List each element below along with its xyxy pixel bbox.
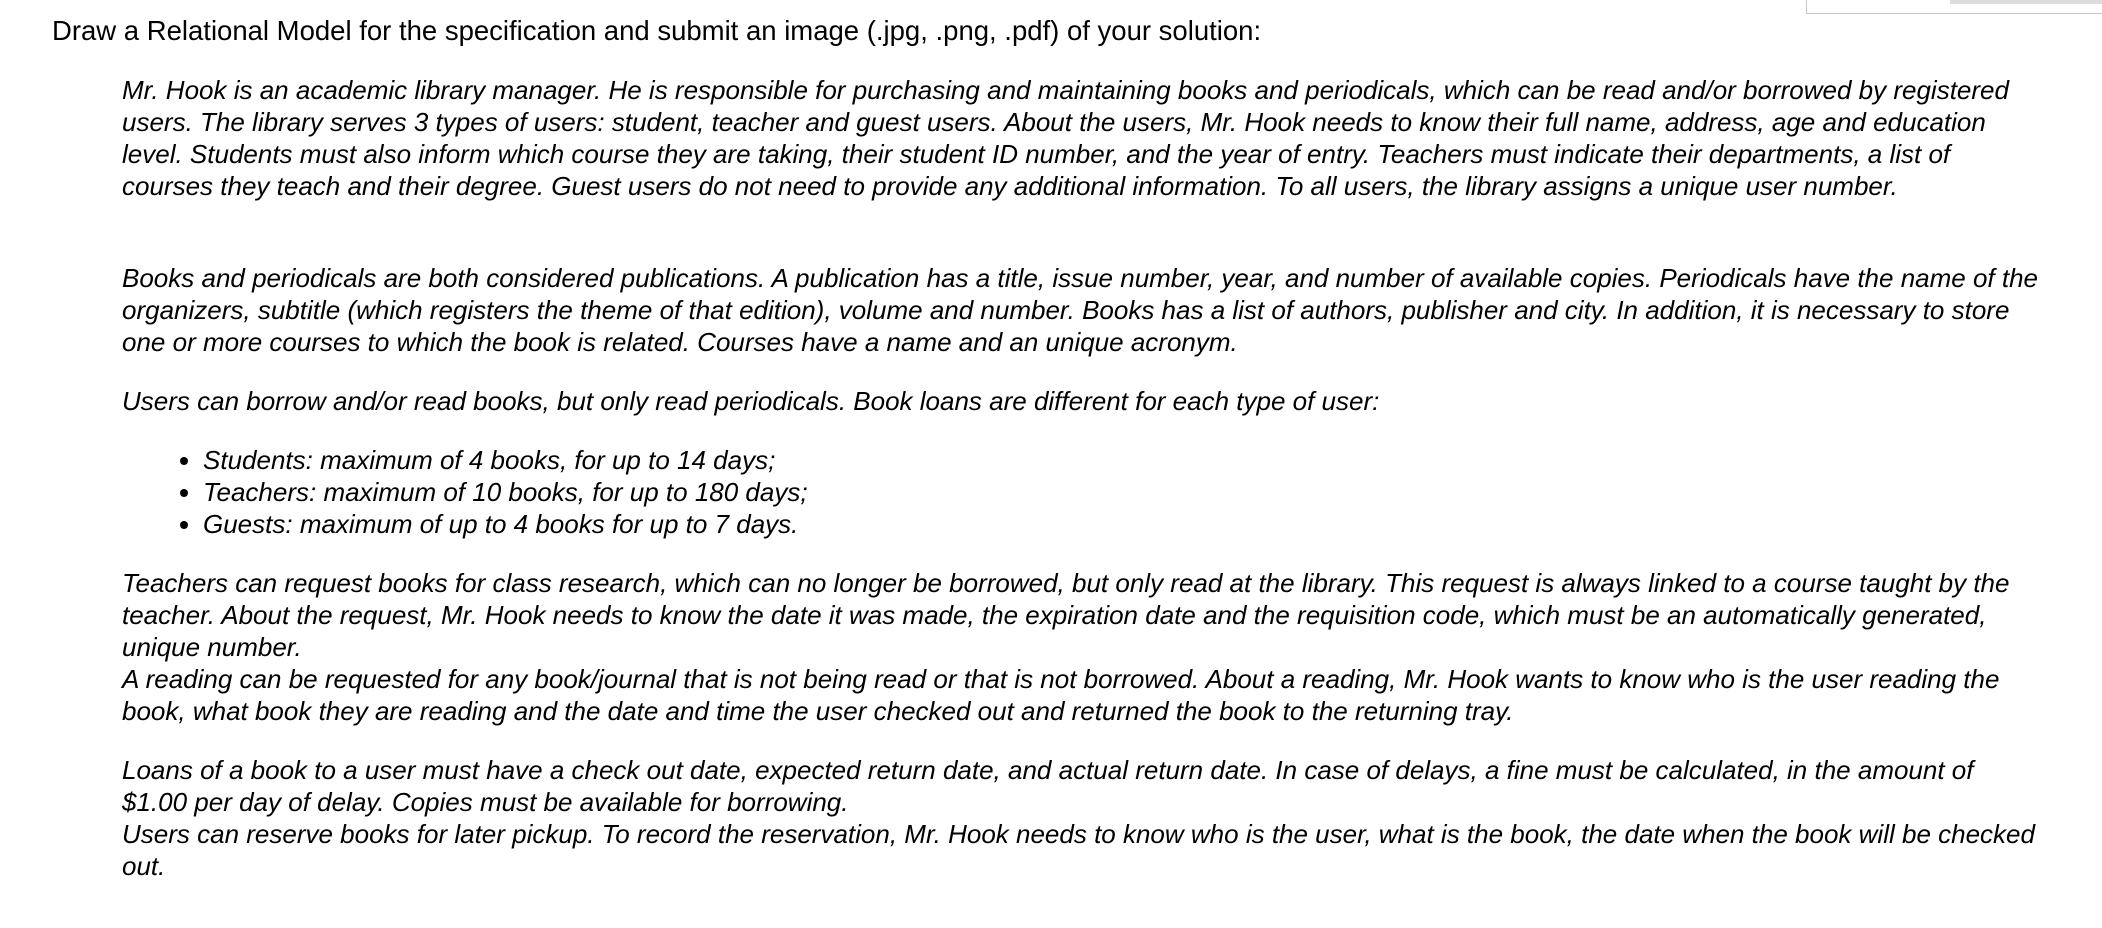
reservations-paragraph: Users can reserve books for later pickup. To record the reservation, Mr. Hook needs to know who is the user, what is the book, the date when the book will be checked out. [122, 819, 2035, 881]
loan-rule-students: • Students: maximum of 4 books, for up to 14 days; [203, 444, 2042, 476]
requests-paragraph: Teachers can request books for class research, which can no longer be borrowed, but only read at the library. This request is always linked to a course taught by the teacher. About the request, Mr. Hook needs to know the date it was made, the expiration date and the requisition code, which must be an automatically generated, unique number. [122, 568, 2010, 662]
publications-paragraph: Books and periodicals are both considered publications. A publication has a title, issue number, year, and number of available copies. Periodicals have the name of the organizers, subtitle (which registers the theme of that edition), volume and number. Books has a list of authors, publisher and city. In addition, it is necessary to store one or more courses to which the book is related. Courses have a name and an unique acronym. [122, 263, 2039, 357]
borrow-intro-paragraph: Users can borrow and/or read books, but only read periodicals. Book loans are different for each type of user: [122, 386, 1380, 416]
loan-rule-guests: • Guests: maximum of up to 4 books for up to 7 days. [203, 508, 2042, 540]
users-paragraph: Mr. Hook is an academic library manager. He is responsible for purchasing and maintaining books and periodicals, which can be read and/or borrowed by registered users. The library serves 3 types of users: student, teacher and guest users. About the users, Mr. Hook needs to know their full name, address, age and education level. Students must also inform which course they are taking, their student ID number, and the year of entry. Teachers must indicate their departments, a list of courses they teach and their degree. Guest users do not need to provide any additional information. To all users, the library assigns a unique user number. [122, 75, 2009, 201]
loans-paragraph: Loans of a book to a user must have a check out date, expected return date, and actual return date. In case of delays, a fine must be calculated, in the amount of $1.00 per day of delay. Copies must be available for borrowing. [122, 755, 1974, 817]
reading-paragraph: A reading can be requested for any book/journal that is not being read or that is not borrowed. About a reading, Mr. Hook wants to know who is the user reading the book, what book they are reading and the date and time the user checked out and returned the book to the returning tray. [122, 664, 2000, 726]
specification-text [122, 74, 2042, 882]
assignment-instruction: Draw a Relational Model for the specification and submit an image (.jpg, .png, .pdf) of your solution: [52, 15, 1262, 46]
loan-rule-teachers: • Teachers: maximum of 10 books, for up to 180 days; [203, 476, 2042, 508]
scrollbar-fragment[interactable] [1950, 0, 2102, 4]
loan-rules-list [122, 444, 2042, 540]
